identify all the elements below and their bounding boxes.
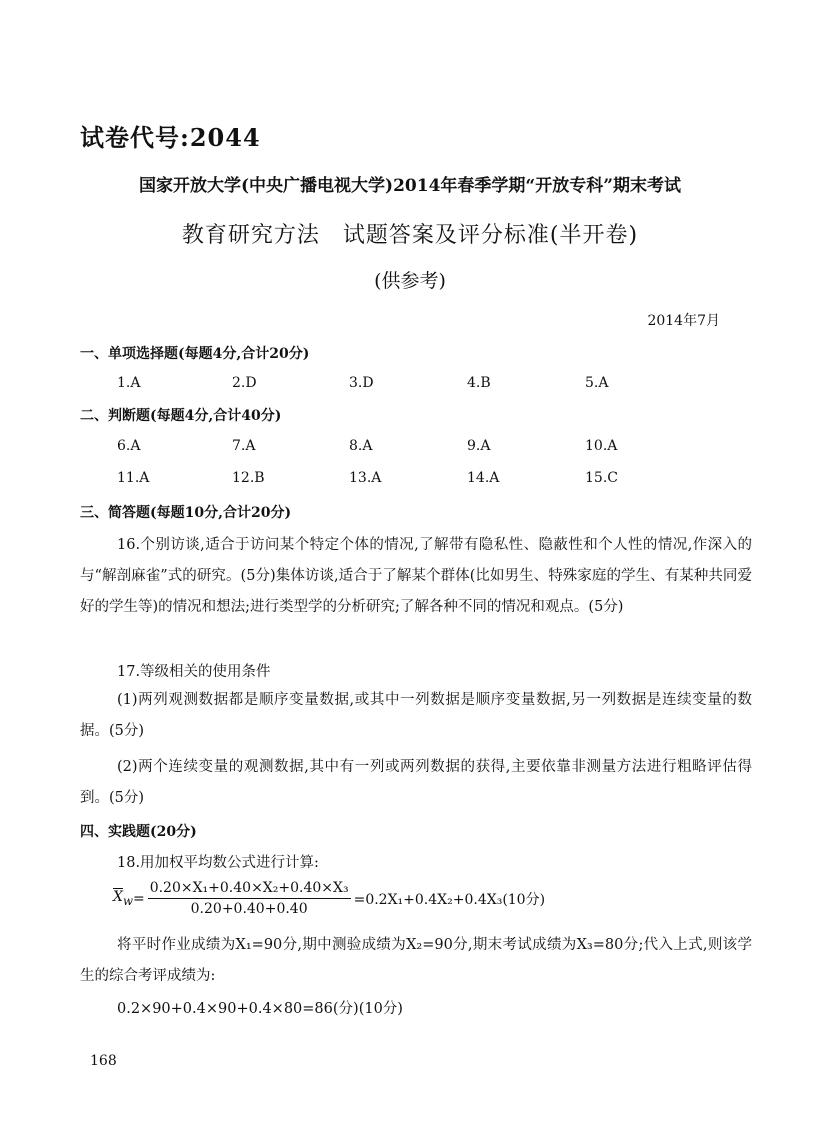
formula-fraction bbox=[148, 880, 351, 917]
q18-title: 18.用加权平均数公式进行计算: bbox=[117, 855, 319, 871]
document-title: 教育研究方法 试题答案及评分标准(半开卷) bbox=[181, 223, 639, 248]
formula-numerator: 0.20×X₁+0.40×X₂+0.40×X₃ bbox=[148, 880, 351, 899]
weighted-mean-formula: $\overline{X}_w$ = $\frac{\text{0.20×X₁+0.40×X₂+0.40×X₃}}{0.20+0.40+0.40}$ =0.2X₁+0.4X₂+0.4X₃(10分) bbox=[113, 880, 546, 917]
q16-answer: 16.个别访谈,适合于访问某个特定个体的情况,了解带有隐私性、隐蔽性和个人性的情况,作深入的与“解剖麻雀”式的研究。(5分)集体访谈,适合于了解某个群体(比如男生、特殊家庭的学生、有某种共同爱好的学生等)的情况和想法;进行类型学的分析研究;了解各种不同的情况和观点。(5分) bbox=[80, 537, 752, 615]
q17-condition-1: (1)两列观测数据都是顺序变量数据,或其中一列数据是顺序变量数据,另一列数据是连续变量的数据。(5分) bbox=[80, 692, 752, 739]
section4-heading: 四、实践题(20分) bbox=[80, 824, 197, 840]
answer-item: 13.A bbox=[349, 470, 382, 486]
answer-item: 15.C bbox=[585, 470, 618, 486]
formula-rhs: =0.2X₁+0.4X₂+0.4X₃(10分) bbox=[353, 891, 546, 908]
answer-item: 11.A bbox=[117, 470, 150, 486]
answer-item: 14.A bbox=[467, 470, 500, 486]
answer-item: 3.D bbox=[349, 375, 374, 391]
answer-item: 1.A bbox=[117, 375, 141, 391]
page-number: 168 bbox=[90, 1053, 117, 1069]
section3-heading: 三、简答题(每题10分,合计20分) bbox=[80, 505, 292, 521]
section2-heading: 二、判断题(每题4分,合计40分) bbox=[80, 408, 282, 424]
answer-item: 9.A bbox=[467, 438, 491, 454]
q17-title: 17.等级相关的使用条件 bbox=[117, 664, 271, 680]
answer-item: 5.A bbox=[585, 375, 609, 391]
section1-heading: 一、单项选择题(每题4分,合计20分) bbox=[80, 346, 310, 362]
reference-note: (供参考) bbox=[374, 270, 446, 292]
answer-item: 10.A bbox=[585, 438, 618, 454]
q17-condition-2: (2)两个连续变量的观测数据,其中有一列或两列数据的获得,主要依靠非测量方法进行粗略评估得到。(5分) bbox=[80, 759, 752, 806]
answer-item: 2.D bbox=[232, 375, 257, 391]
answer-item: 6.A bbox=[117, 438, 141, 454]
exam-title: 国家开放大学(中央广播电视大学)2014年春季学期“开放专科”期末考试 bbox=[139, 176, 681, 196]
answer-item: 7.A bbox=[232, 438, 256, 454]
answer-item: 12.B bbox=[232, 470, 265, 486]
exam-date: 2014年7月 bbox=[647, 313, 720, 329]
answer-item: 8.A bbox=[349, 438, 373, 454]
paper-code: 试卷代号:2044 bbox=[80, 123, 261, 152]
q18-calculation: 0.2×90+0.4×90+0.4×80=86(分)(10分) bbox=[117, 1001, 403, 1017]
formula-lhs: $\overline{X}_w$ bbox=[113, 889, 133, 908]
q18-explanation: 将平时作业成绩为X₁=90分,期中测验成绩为X₂=90分,期末考试成绩为X₃=80分;代入上式,则该学生的综合考评成绩为: bbox=[80, 937, 752, 984]
formula-denominator: 0.20+0.40+0.40 bbox=[190, 901, 308, 917]
answer-item: 4.B bbox=[467, 375, 491, 391]
